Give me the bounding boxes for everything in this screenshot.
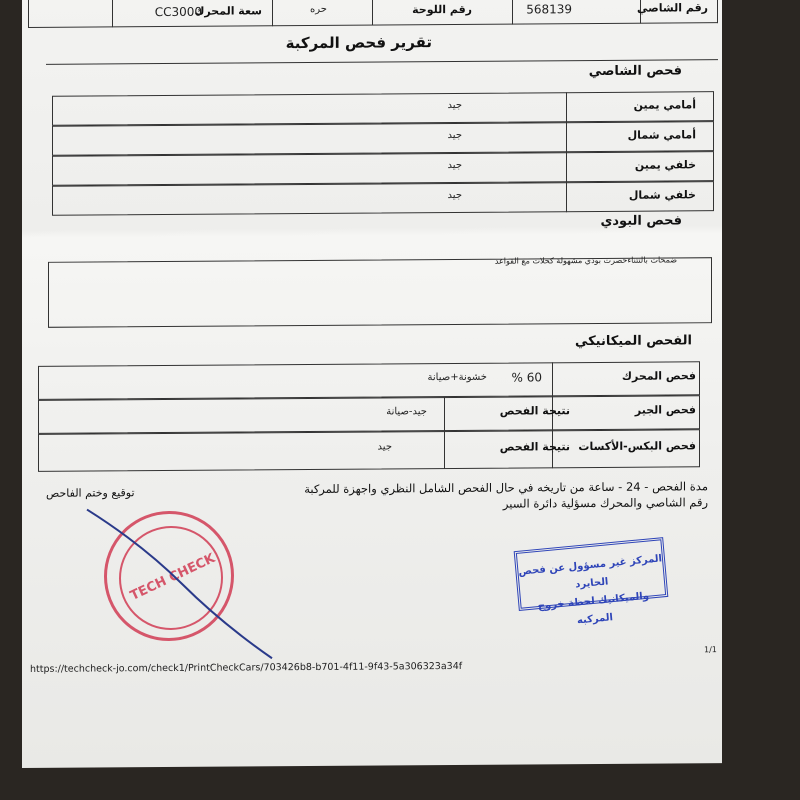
stamp-logo-text: TECH CHECK xyxy=(128,551,218,604)
mechanical-section-title: الفحص الميكانيكي xyxy=(574,333,692,350)
axle-result-value: جيد xyxy=(377,441,392,453)
rear-right-value: جيد xyxy=(447,159,462,172)
validity-note-line1: مدة الفحص - 24 - ساعة من تاريخه في حال الفحص الشامل النظري واجهزة للمركبة xyxy=(304,479,708,497)
rear-left-value: جيد xyxy=(447,189,462,202)
page-number: 1/1 xyxy=(704,645,717,655)
header-divider-2 xyxy=(272,0,273,26)
examiner-signature-label: توقيع وختم الفاحص xyxy=(46,486,135,500)
body-notes-box xyxy=(48,257,712,328)
gear-result-label: نتيجة الفحص xyxy=(499,404,570,418)
engine-check-label: فحص المحرك xyxy=(621,369,696,383)
report-title: تقرير فحص المركبة xyxy=(285,33,432,53)
signature-stroke xyxy=(82,503,282,664)
chassis-number-label: رقم الشاصي xyxy=(637,1,708,15)
table-row xyxy=(38,361,700,400)
front-right-value: جيد xyxy=(447,99,462,112)
chassis-section-title: فحص الشاصي xyxy=(588,63,682,80)
front-left-label: أمامي شمال xyxy=(627,128,696,142)
inspection-report-paper xyxy=(22,0,722,768)
header-divider-1 xyxy=(112,0,113,27)
engine-check-note: خشونة+صيانة xyxy=(427,371,487,384)
table-row xyxy=(52,121,714,156)
front-right-label: أمامي يمين xyxy=(633,98,696,112)
mechanical-col-divider-2 xyxy=(444,397,445,469)
body-section-title: فحص البودي xyxy=(600,213,682,229)
table-row xyxy=(38,395,700,434)
disclaimer-line-2: والميكانيك لحظة خروج المركبه xyxy=(537,590,650,627)
center-disclaimer-stamp xyxy=(514,537,669,627)
plate-number-label: رقم اللوحة xyxy=(412,2,472,17)
plate-number-value: حره xyxy=(310,3,327,15)
rear-right-label: خلفي يمين xyxy=(634,158,696,172)
print-url: https://techcheck-jo.com/check1/PrintCheckCars/703426b8-b701-4f11-9f43-5a306323a34f xyxy=(30,660,463,675)
axle-check-label: فحص البكس-الأكسات xyxy=(578,439,696,454)
engine-capacity-label: سعة المحرك xyxy=(194,4,262,18)
validity-note-line2: رقم الشاصي والمحرك مسؤلية دائرة السير xyxy=(502,495,708,511)
engine-check-percent: 60 % xyxy=(511,370,542,385)
gear-result-value: جيد-صيانة xyxy=(386,406,427,418)
gear-check-label: فحص الجير xyxy=(634,403,696,417)
chassis-number-value: 568139 xyxy=(526,2,572,17)
axle-result-label: نتيجة الفحص xyxy=(499,440,570,454)
table-row xyxy=(52,181,714,216)
rear-left-label: خلفي شمال xyxy=(628,188,696,202)
engine-capacity-value: CC3000 xyxy=(154,4,202,20)
chassis-col-divider xyxy=(566,92,567,212)
header-divider-3 xyxy=(372,0,373,26)
disclaimer-line-1: المركز غير مسؤول عن فحص الحايرد xyxy=(518,553,663,591)
table-row xyxy=(52,91,714,126)
front-left-value: جيد xyxy=(447,129,462,142)
header-row xyxy=(28,0,718,28)
table-row xyxy=(52,151,714,186)
header-divider-4 xyxy=(512,0,513,25)
body-note-text: ضمحات بالتتناءحصرت بودي مشهولة كحلات مع القواعد xyxy=(494,255,677,266)
